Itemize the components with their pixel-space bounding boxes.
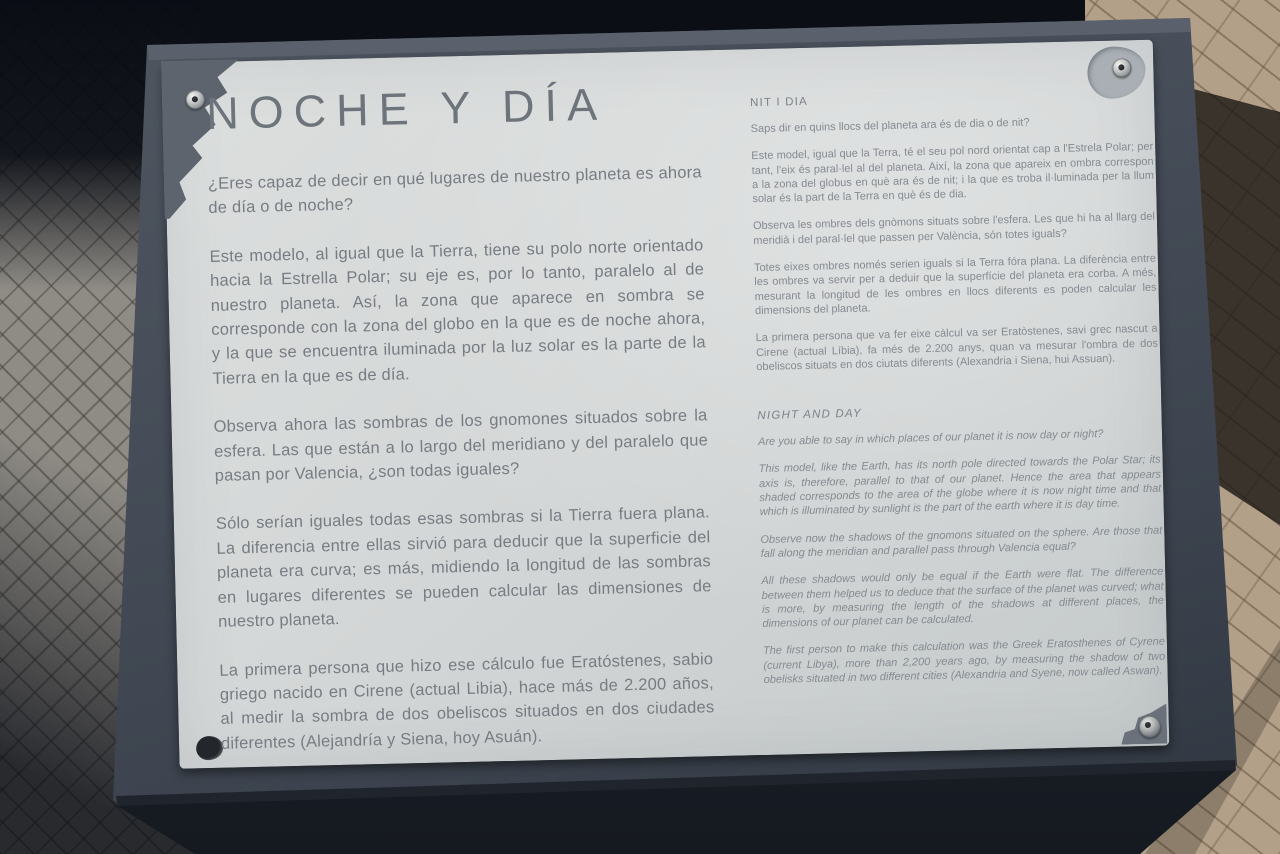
catalan-paragraph: Saps dir en quins llocs del planeta ara és de dia o de nit? — [750, 116, 1030, 136]
english-section — [757, 401, 1165, 688]
english-paragraph: All these shadows would only be equal if the Earth were flat. The difference between them helped us to deduce that the surface of the planet was curved; what is more, by measuring the length of the shadows at different places, the dimensions of our planet can be calculated. — [761, 565, 1165, 631]
translations-column — [750, 88, 1166, 701]
catalan-heading: NIT I DIA — [749, 95, 809, 110]
spanish-paragraph: Sólo serían iguales todas esas sombras si la Tierra fuera plana. La diferencia entre ellas sirvió para deducir que la superficie del planeta era curva; es más, midiendo la longitud de las sombras en lugares diferentes se pueden calcular las dimensiones de nuestro planeta. — [215, 503, 712, 631]
spanish-paragraph: ¿Eres capaz de decir en qué lugares de nuestro planeta es ahora de día o de noche? — [207, 163, 702, 218]
english-paragraph: The first person to make this calculation was the Greek Eratosthenes of Cyrene (current Libya), more than 2,200 years ago, by measuring the shadow of two obelisks situated in two different cities (Alexandria and Syene, now called Aswan). — [762, 635, 1166, 687]
catalan-paragraph: La primera persona que va fer eixe càlcul va ser Eratòstenes, savi grec nascut a Cirene (actual Líbia), fa més de 2.200 anys, quan va mesurar l'ombra de dos obeliscos situats en dos ciutats diferents (Alexandria i Siena, hui Assuan). — [755, 322, 1159, 373]
english-paragraph: This model, like the Earth, has its north pole directed towards the Polar Star; its axis is, therefore, parallel to that of our planet. Hence the area that appears shaded corresponds to the area of the globe where it is now night time and that which is illuminated by sunlight is the part of the earth where it is day time. — [758, 454, 1162, 519]
missing-screw-hole — [196, 736, 224, 761]
spanish-paragraph: La primera persona que hizo ese cálculo fue Eratóstenes, sabio griego nacido en Cirene (actual Libia), hace más de 2.200 años, al medir la sombra de dos obeliscos situados en dos ciudades diferentes (Alejandría y Siena, hoy Asuán). — [219, 649, 715, 753]
page-title: NOCHE Y DÍA — [205, 78, 608, 139]
catalan-paragraph: Totes eixes ombres només serien iguals si la Terra fóra plana. La diferència entre les ombres va servir per a deduir que la superfície del planeta era corba. A més, mesurant la longitud de les ombres en llocs diferents es poden calcular les dimensions del planeta. — [753, 252, 1157, 318]
english-paragraph: Are you able to say in which places of our planet it is now day or night? — [757, 428, 1104, 449]
spanish-paragraph: Observa ahora las sombras de los gnomones situados sobre la esfera. Las que están a lo largo del meridiano y del paralelo que pasan por Valencia, ¿son todas iguales? — [213, 406, 709, 485]
catalan-paragraph: Observa les ombres dels gnòmons situats sobre l'esfera. Les que hi ha al llarg del meridià i del paral·lel que passen per València, són totes iguals? — [752, 211, 1156, 247]
catalan-paragraph: Este model, igual que la Terra, té el seu pol nord orientat cap a l'Estrela Polar; per tant, l'eix és paral·lel al del planeta. Així, la zona que apareix en ombra correspon a la zona del globus en què ara és de nit; i la que es troba il·luminada per la llum solar és la part de la Terra en què és de dia. — [751, 140, 1155, 206]
spanish-section — [206, 76, 716, 780]
catalan-section — [750, 88, 1158, 375]
information-plaque — [163, 40, 1169, 769]
english-paragraph: Observe now the shadows of the gnomons situated on the sphere. Are those that fall along the meridian and parallel pass through Valencia equal? — [760, 524, 1163, 560]
english-heading: NIGHT AND DAY — [757, 407, 863, 423]
spanish-paragraph: Este modelo, al igual que la Tierra, tiene su polo norte orientado hacia la Estrella Polar; su eje es, por lo tanto, paralelo al de nuestro planeta. Así, la zona que aparece en sombra se corresponde con la zona del globo en la que es de noche ahora, y la que se encuentra iluminada por la luz solar es la parte de la Tierra en la que es de día. — [209, 236, 706, 388]
